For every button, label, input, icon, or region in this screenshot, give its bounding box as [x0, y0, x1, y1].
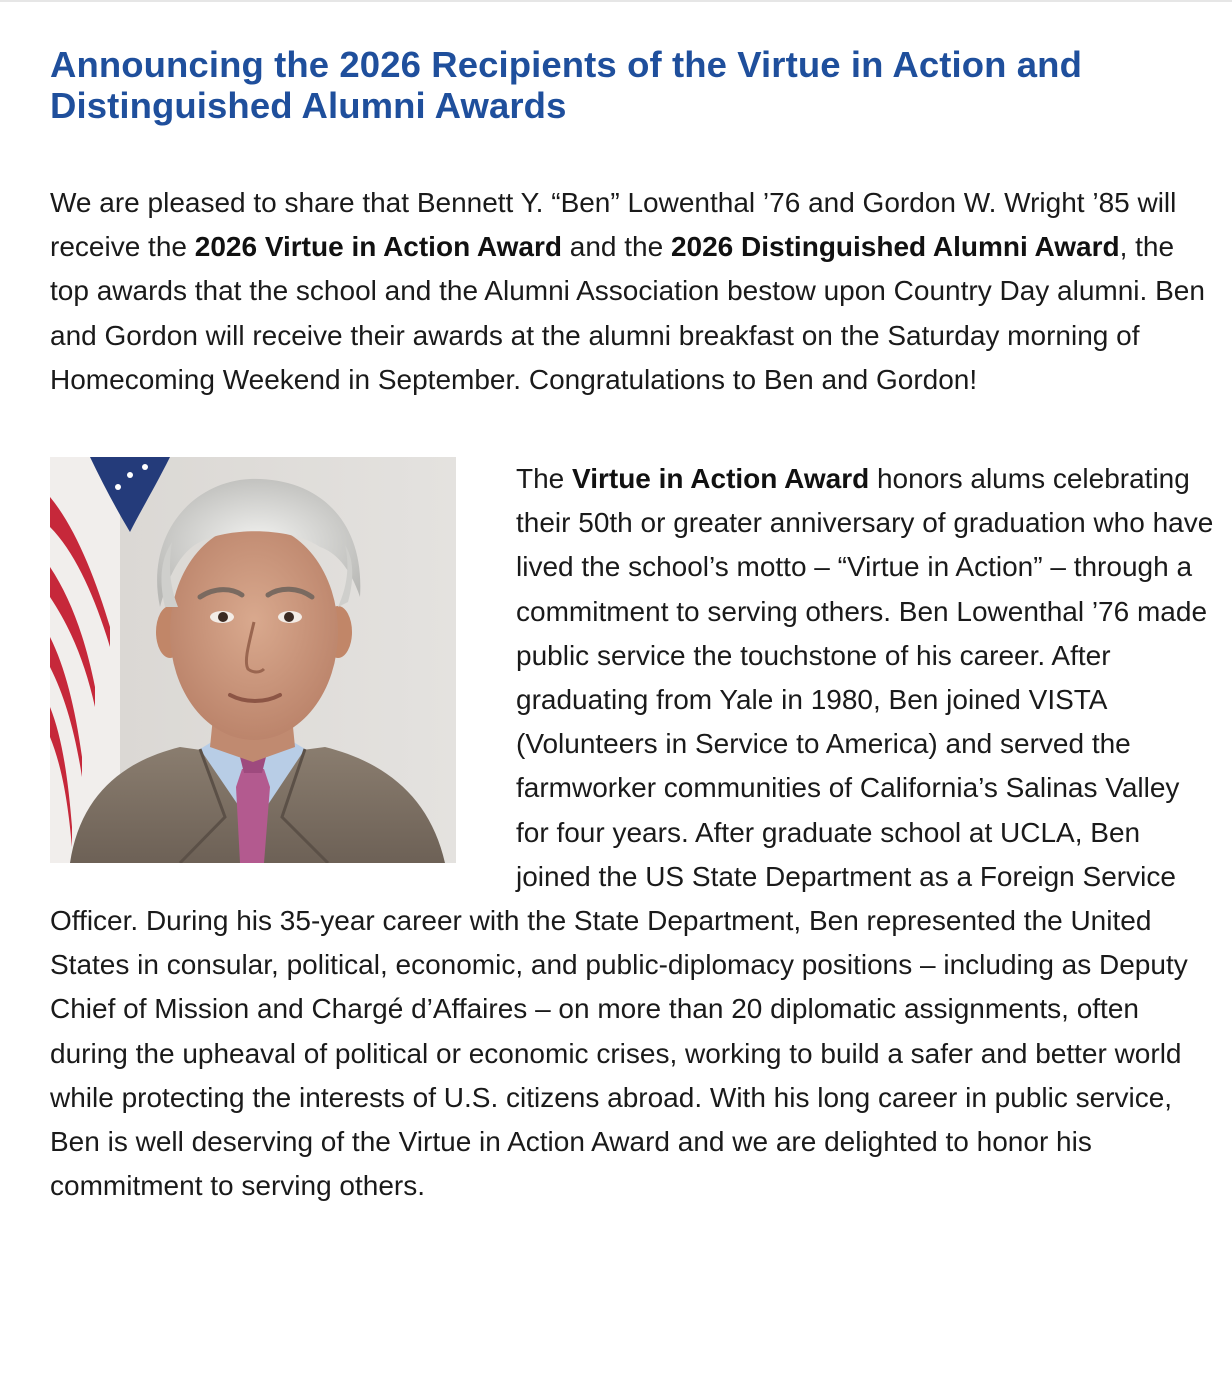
portrait-photo-icon [50, 457, 456, 863]
top-divider [0, 0, 1232, 2]
feature-bold-virtue-award: Virtue in Action Award [572, 463, 870, 495]
intro-text-3: , the top awards that the school and the Alumni Association bestow upon Country Day alumni. Ben and Gordon will receive their awards at the alumni breakfast on the Saturday morning of Homecoming Weekend in September. Congratulations to Ben and Gordon! [50, 231, 1205, 395]
feature-text-2: honors alums celebrating their 50th or greater anniversary of graduation who have lived the school’s motto – “Virtue in Action” – through a commitment to serving others. Ben Lowenthal ’76 made public service the touchstone of his career. After graduating from Yale in 1980, Ben joined VISTA (Volunteers in Service to America) and served the farmworker communities of California’s Salinas Valley for four years. After graduate school at UCLA, Ben joined the US State Department as a Foreign Service Officer. During his 35-year career with the State Department, Ben represented the United States in consular, political, economic, and public-diplomacy positions – including as Deputy Chief of Mission and Chargé d’Affaires – on more than 20 diplomatic assignments, often during the upheaval of political or economic crises, working to build a safer and better world while protecting the interests of U.S. citizens abroad. With his long career in public service, Ben is well deserving of the Virtue in Action Award and we are delighted to honor his commitment to serving others. [50, 463, 1214, 1202]
virtue-award-feature [50, 457, 1215, 1208]
intro-bold-virtue-award: 2026 Virtue in Action Award [194, 231, 562, 263]
intro-text-1: We are pleased to share that Bennett Y. “Ben” Lowenthal ’76 and Gordon W. Wright ’85 will receive the [50, 187, 1177, 263]
intro-text-2: and the [561, 231, 671, 263]
feature-text-1: The [516, 463, 573, 495]
intro-paragraph [50, 181, 1215, 402]
intro-bold-alumni-award: 2026 Distinguished Alumni Award [670, 231, 1120, 263]
page-title: Announcing the 2026 Recipients of the Virtue in Action and Distinguished Alumni Awards [50, 44, 1082, 126]
article [50, 44, 1215, 1208]
portrait-photo [50, 457, 456, 863]
